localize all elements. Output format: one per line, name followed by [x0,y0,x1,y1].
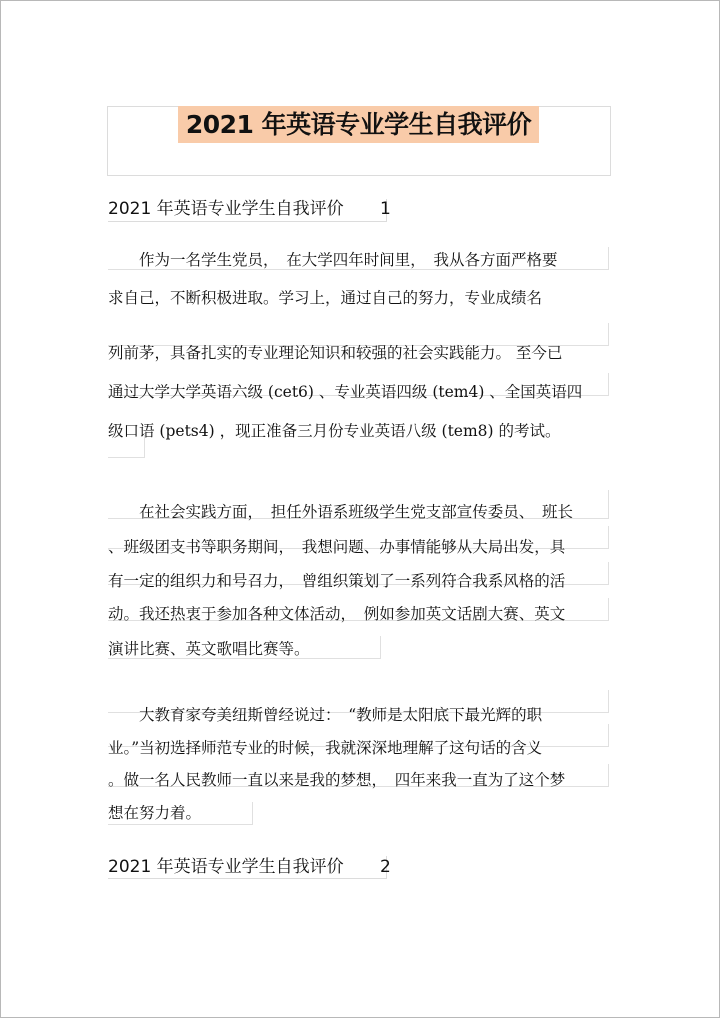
paragraph-line: 列前茅，具备扎实的专业理论知识和较强的社会实践能力。 至今已 [108,344,563,362]
paragraph-line: 演讲比赛、英文歌唱比赛等。 [108,640,310,658]
section-heading [108,853,391,881]
section-number: 1 [380,199,391,219]
section-number: 2 [380,857,391,877]
paragraph-line: 级口语 (pets4) ，现正准备三月份专业英语八级 (tem8) 的考试。 [108,422,561,440]
paragraph-line: 业。”当初选择师范专业的时候，我就深深地理解了这句话的含义 [108,739,543,757]
paragraph-line: 大教育家夸美纽斯曾经说过： “教师是太阳底下最光辉的职 [108,706,543,724]
paragraph-line: 有一定的组织力和号召力， 曾组织策划了一系列符合我系风格的活 [108,572,566,590]
paragraph-line: 在社会实践方面， 担任外语系班级学生党支部宣传委员、 班长 [108,503,574,521]
paragraph-line: 、班级团支书等职务期间， 我想问题、办事情能够从大局出发，具 [108,538,566,556]
paragraph-line: 通过大学大学英语六级 (cet6) 、专业英语四级 (tem4) 、全国英语四 [108,383,583,401]
paragraph-line: 动。我还热衷于参加各种文体活动， 例如参加英文话剧大赛、英文 [108,605,566,623]
paragraph-line: 求自己，不断积极进取。学习上，通过自己的努力，专业成绩名 [108,289,543,307]
section-heading [108,195,391,223]
paragraph-line: 。做一名人民教师一直以来是我的梦想， 四年来我一直为了这个梦 [108,771,566,789]
section-heading-text: 2021 年英语专业学生自我评价 [108,199,344,219]
paragraph-line: 想在努力着。 [108,804,202,822]
paragraph-line: 作为一名学生党员， 在大学四年时间里， 我从各方面严格要 [108,251,558,269]
section-heading-text: 2021 年英语专业学生自我评价 [108,857,344,877]
document-title: 2021 年英语专业学生自我评价 [185,110,532,139]
